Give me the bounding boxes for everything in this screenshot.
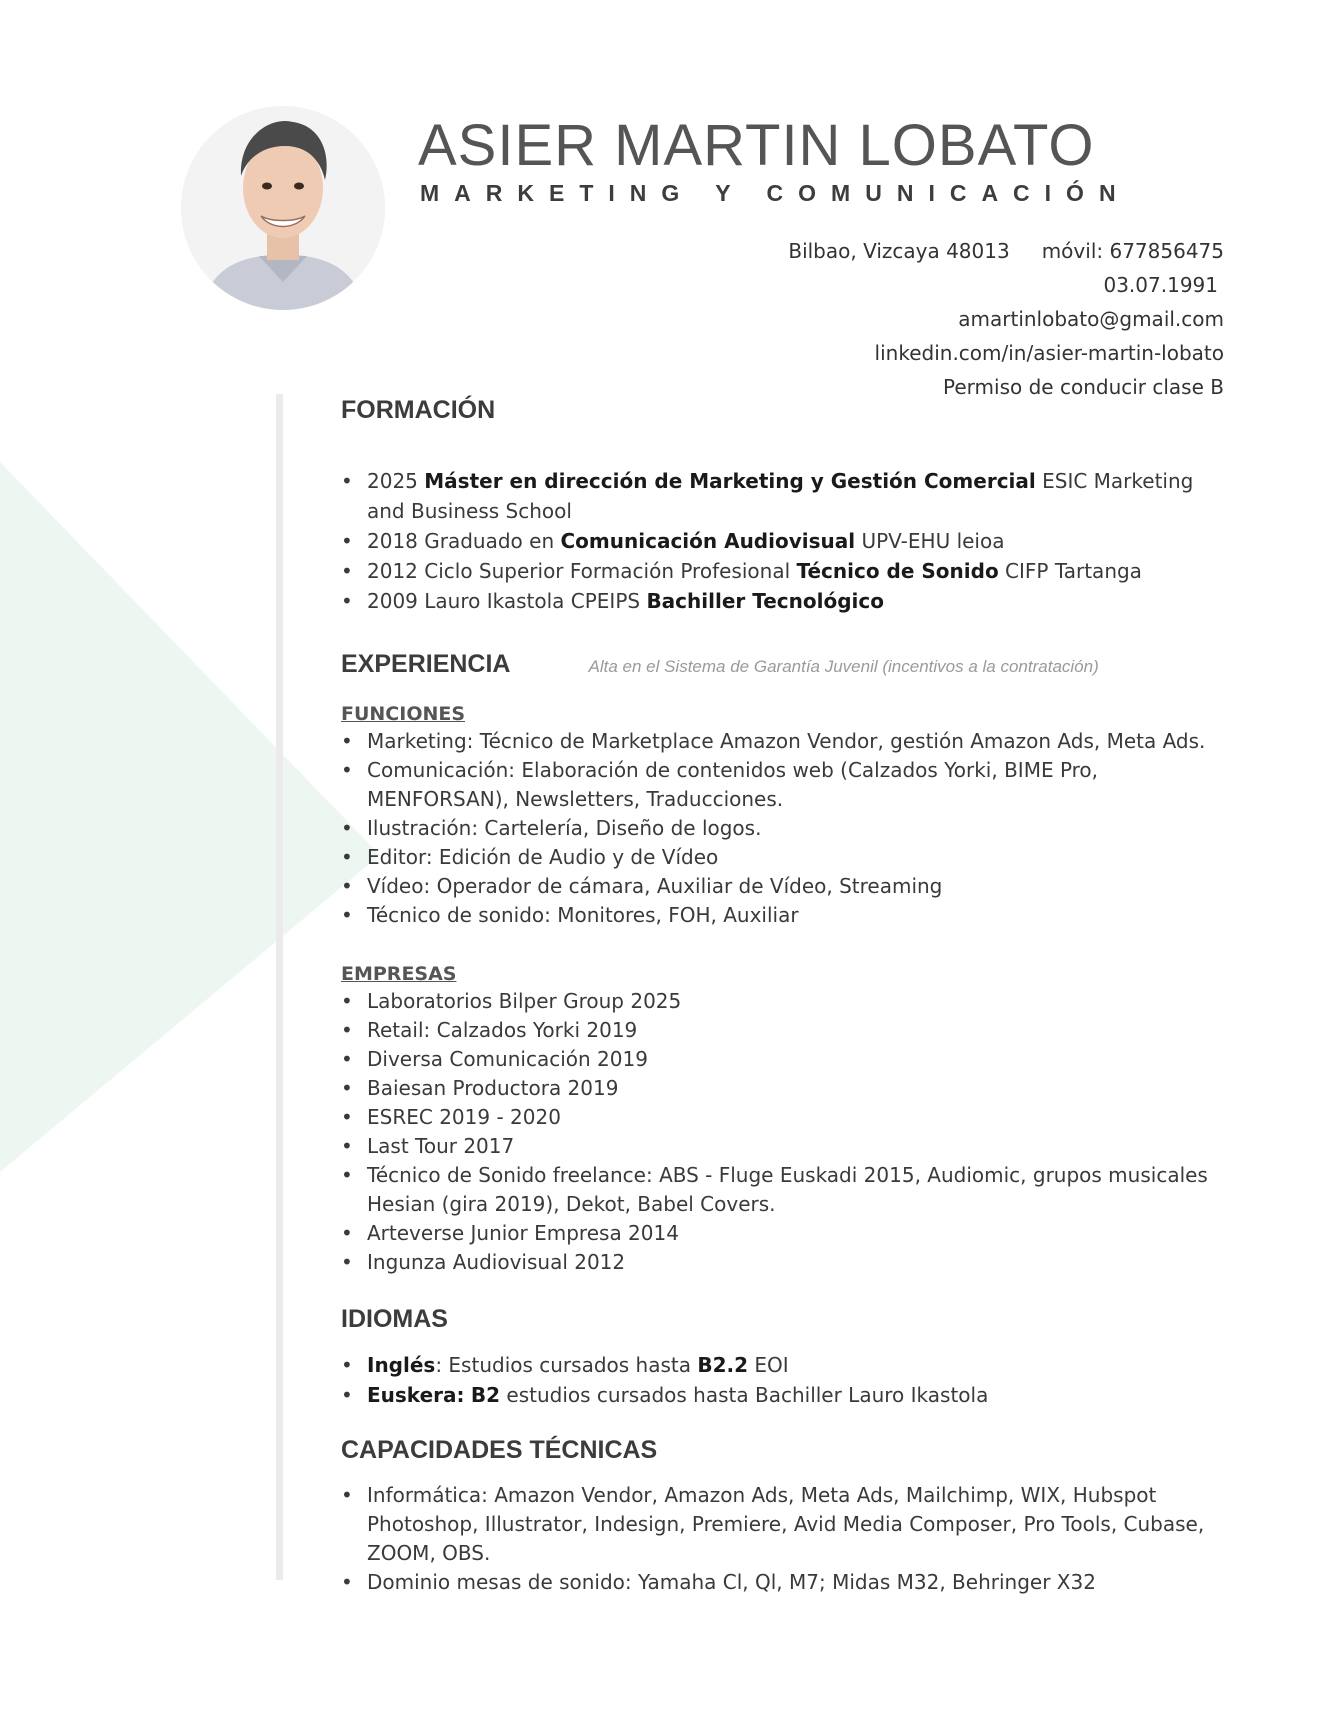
- list-item: • Diversa Comunicación 2019: [341, 1045, 1231, 1074]
- list-item: • 2025 Máster en dirección de Marketing y Gestión Comercial ESIC Marketing and Business School: [341, 466, 1231, 526]
- funciones-list: [341, 727, 1231, 930]
- capacidades-section: [341, 1436, 1231, 1597]
- list-item: • Euskera: B2 estudios cursados hasta Bachiller Lauro Ikastola: [341, 1380, 1231, 1410]
- list-item: • Last Tour 2017: [341, 1132, 1231, 1161]
- contact-license: Permiso de conducir clase B: [943, 375, 1224, 399]
- funciones-heading: FUNCIONES: [341, 703, 466, 725]
- list-item: • Arteverse Junior Empresa 2014: [341, 1219, 1231, 1248]
- list-item: • Baiesan Productora 2019: [341, 1074, 1231, 1103]
- idiomas-list: [341, 1350, 1231, 1410]
- list-item: • Retail: Calzados Yorki 2019: [341, 1016, 1231, 1045]
- idiomas-heading: IDIOMAS: [341, 1305, 448, 1333]
- list-item: • Editor: Edición de Audio y de Vídeo: [341, 843, 1231, 872]
- experiencia-heading: EXPERIENCIA: [341, 650, 511, 678]
- list-item: • 2009 Lauro Ikastola CPEIPS Bachiller Tecnológico: [341, 586, 1231, 616]
- list-item: • Vídeo: Operador de cámara, Auxiliar de Vídeo, Streaming: [341, 872, 1231, 901]
- list-item: • Informática: Amazon Vendor, Amazon Ads, Meta Ads, Mailchimp, WIX, Hubspot Photoshop, Illustrator, Indesign, Premiere, Avid Media Composer, Pro Tools, Cubase, ZOOM, OBS.: [341, 1481, 1231, 1568]
- empresas-list: [341, 987, 1231, 1277]
- list-item: • 2012 Ciclo Superior Formación Profesional Técnico de Sonido CIFP Tartanga: [341, 556, 1231, 586]
- experiencia-note: Alta en el Sistema de Garantía Juvenil (incentivos a la contratación): [588, 657, 1099, 676]
- contact-email[interactable]: amartinlobato@gmail.com: [958, 307, 1224, 331]
- contact-birthdate: 03.07.1991: [1103, 273, 1218, 297]
- list-item: • Inglés: Estudios cursados hasta B2.2 EOI: [341, 1350, 1231, 1380]
- formacion-section: [341, 396, 1231, 616]
- person-avatar-icon: [181, 106, 385, 310]
- list-item: • Dominio mesas de sonido: Yamaha Cl, Ql, M7; Midas M32, Behringer X32: [341, 1568, 1231, 1597]
- list-item: • ESREC 2019 - 2020: [341, 1103, 1231, 1132]
- contact-block: [788, 234, 1224, 404]
- candidate-profession: MARKETING Y COMUNICACIÓN: [420, 180, 1131, 206]
- experiencia-section: [341, 650, 1231, 1277]
- profile-photo: [181, 106, 385, 310]
- list-item: • Comunicación: Elaboración de contenidos web (Calzados Yorki, BIME Pro, MENFORSAN), Newsletters, Traducciones.: [341, 756, 1231, 814]
- list-item: • Técnico de Sonido freelance: ABS - Fluge Euskadi 2015, Audiomic, grupos musicales Hesian (gira 2019), Dekot, Babel Covers.: [341, 1161, 1231, 1219]
- cv-content: [341, 396, 1231, 1597]
- list-item: • Ingunza Audiovisual 2012: [341, 1248, 1231, 1277]
- list-item: • 2018 Graduado en Comunicación Audiovisual UPV-EHU leioa: [341, 526, 1231, 556]
- contact-mobile: móvil: 677856475: [1041, 239, 1224, 263]
- formacion-heading: FORMACIÓN: [341, 396, 496, 424]
- idiomas-section: [341, 1305, 1231, 1410]
- candidate-name: ASIER MARTIN LOBATO: [418, 113, 1095, 178]
- contact-address: Bilbao, Vizcaya 48013: [788, 239, 1010, 263]
- list-item: • Marketing: Técnico de Marketplace Amazon Vendor, gestión Amazon Ads, Meta Ads.: [341, 727, 1231, 756]
- experiencia-header: [341, 650, 1231, 679]
- section-divider-line: [276, 394, 283, 1580]
- capacidades-heading: CAPACIDADES TÉCNICAS: [341, 1436, 658, 1464]
- contact-linkedin[interactable]: linkedin.com/in/asier-martin-lobato: [874, 341, 1224, 365]
- empresas-heading: EMPRESAS: [341, 963, 457, 985]
- list-item: • Ilustración: Cartelería, Diseño de logos.: [341, 814, 1231, 843]
- formacion-list: [341, 466, 1231, 616]
- list-item: • Laboratorios Bilper Group 2025: [341, 987, 1231, 1016]
- list-item: • Técnico de sonido: Monitores, FOH, Auxiliar: [341, 901, 1231, 930]
- capacidades-list: [341, 1481, 1231, 1597]
